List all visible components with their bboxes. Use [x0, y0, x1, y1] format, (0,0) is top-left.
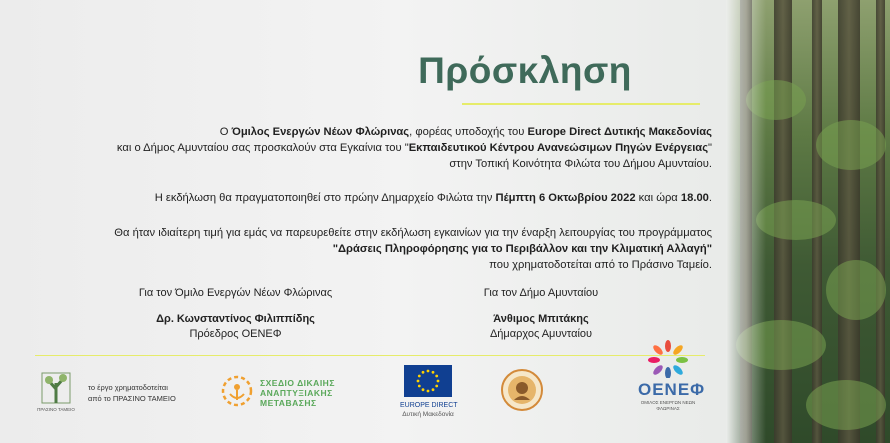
- amyntaio-seal-logo: [500, 368, 544, 412]
- invitation-paragraph: Ο Όμιλος Ενεργών Νέων Φλώρινας, φορέας υποδοχής του Europe Direct Δυτικής Μακεδονίας και ο Δήμος Αμυνταίου σας προσκαλούν στα Εγκαίνια του "Εκπαιδευτικού Κέντρου Ανανεώσιμων Πηγών Ενέργειας" στην Τοπική Κοινότητα Φιλώτα του Δήμου Αμυνταίου.: [116, 126, 712, 170]
- forest-photo: [726, 0, 890, 443]
- signature-left: Δρ. Κωνσταντίνος Φιλιππίδης Πρόεδρος ΟΕΝΕΦ: [156, 313, 315, 340]
- just-transition-logo: ΣΧΕΔΙΟ ΔΙΚΑΙΗΣ ΑΝΑΠΤΥΞΙΑΚΗΣ ΜΕΤΑΒΑΣΗΣ: [220, 374, 390, 410]
- green-fund-text: το έργο χρηματοδοτείται από το ΠΡΑΣΙΝΟ ΤΑΜΕΙΟ: [88, 383, 176, 403]
- signature-left-header: Για τον Όμιλο Ενεργών Νέων Φλώρινας: [138, 287, 333, 299]
- title-underline: [462, 103, 700, 105]
- program-paragraph: Θα ήταν ιδιαίτερη τιμή για εμάς να παρευρεθείτε στην εκδήλωση εγκαινίων για την έναρξη λειτουργίας του προγράμματος "Δράσεις Πληροφόρησης για το Περιβάλλον και την Κλιματική Αλλαγή" που χρηματοδοτείται από το Πράσινο Ταμείο.: [114, 227, 712, 271]
- eu-flag-icon: [404, 365, 452, 397]
- oenef-logo: ΟΕΝΕΦ ΟΜΙΛΟΣ ΕΝΕΡΓΩΝ ΝΕΩΝ ΦΛΩΡΙΝΑΣ: [636, 340, 698, 420]
- signature-right-header: Για τον Δήμο Αμυνταίου: [483, 287, 599, 299]
- event-details: Η εκδήλωση θα πραγματοποιηθεί στο πρώην Δημαρχείο Φιλώτα την Πέμπτη 6 Οκτωβρίου 2022 και ώρα 18.00.: [154, 192, 712, 204]
- europe-direct-logo: EUROPE DIRECT Δυτική Μακεδονία: [404, 365, 464, 425]
- page-title: Πρόσκληση: [418, 50, 632, 91]
- signature-right: Άνθιμος Μπιτάκης Δήμαρχος Αμυνταίου: [489, 313, 593, 340]
- footer-divider: [35, 355, 705, 356]
- green-fund-logo: ΠΡΑΣΙΝΟ ΤΑΜΕΙΟ: [36, 369, 76, 415]
